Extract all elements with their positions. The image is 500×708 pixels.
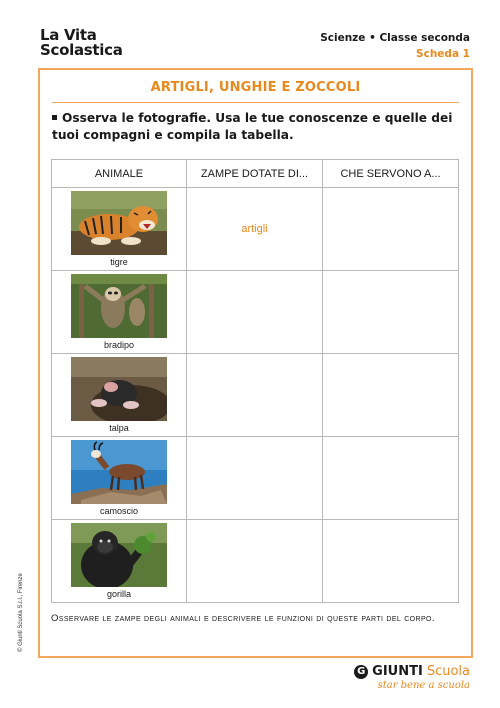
servono-cell [323, 271, 459, 354]
copyright-text: © Giunti Scuola S.r.l., Firenze [18, 573, 24, 652]
gorilla-photo [71, 523, 167, 587]
servono-cell [323, 437, 459, 520]
animal-cell [52, 520, 187, 603]
servono-cell [323, 354, 459, 437]
animal-name: bradipo [103, 340, 135, 350]
zampe-cell [187, 354, 323, 437]
animal-name: gorilla [106, 589, 131, 599]
brand-name-2: Scuola [426, 664, 470, 679]
giunti-scuola-logo [354, 664, 470, 691]
title-divider [52, 102, 459, 103]
logo-line-1: La Vita [40, 26, 97, 44]
zampe-answer: artigli [241, 223, 268, 235]
header-servono: CHE SERVONO A... [323, 160, 459, 188]
animal-name: talpa [109, 423, 129, 433]
giunti-logo-icon: G [354, 665, 368, 679]
animal-cell [52, 271, 187, 354]
worksheet-frame [38, 68, 473, 658]
table-row [52, 354, 459, 437]
table-row [52, 188, 459, 271]
mole-photo [71, 357, 167, 421]
subject-label: Scienze • Classe seconda [320, 32, 470, 44]
chamois-photo [71, 440, 167, 504]
table-row [52, 520, 459, 603]
animal-cell [52, 188, 187, 271]
servono-cell [323, 520, 459, 603]
brand-slogan: star bene a scuola [377, 680, 470, 691]
animals-table [51, 159, 459, 603]
zampe-cell [187, 271, 323, 354]
animal-name: tigre [110, 257, 128, 267]
header-zampe: ZAMPE DOTATE DI... [187, 160, 323, 188]
zampe-cell [187, 520, 323, 603]
instruction [52, 110, 461, 144]
header-info [320, 30, 470, 62]
sloth-photo [71, 274, 167, 338]
la-vita-scolastica-logo [40, 28, 123, 58]
logo-line-2: Scolastica [40, 41, 123, 59]
servono-cell [323, 188, 459, 271]
brand-name: GIUNTI [372, 664, 423, 679]
table-row [52, 271, 459, 354]
teacher-note: Osservare le zampe degli animali e descrivere le funzioni di queste parti del corpo. [51, 613, 435, 624]
bullet-icon [52, 115, 57, 120]
worksheet-title: ARTIGLI, UNGHIE E ZOCCOLI [150, 80, 361, 95]
zampe-cell [187, 437, 323, 520]
zampe-cell [187, 188, 323, 271]
animal-cell [52, 437, 187, 520]
instruction-text: Osserva le fotografie. Usa le tue conoscenze e quelle dei tuoi compagni e compila la tabella. [52, 111, 453, 142]
sheet-label: Scheda 1 [416, 48, 470, 60]
animal-cell [52, 354, 187, 437]
header-animale: ANIMALE [52, 160, 187, 188]
table-header-row [52, 160, 459, 188]
table-row [52, 437, 459, 520]
tiger-photo [71, 191, 167, 255]
animal-name: camoscio [99, 506, 138, 516]
